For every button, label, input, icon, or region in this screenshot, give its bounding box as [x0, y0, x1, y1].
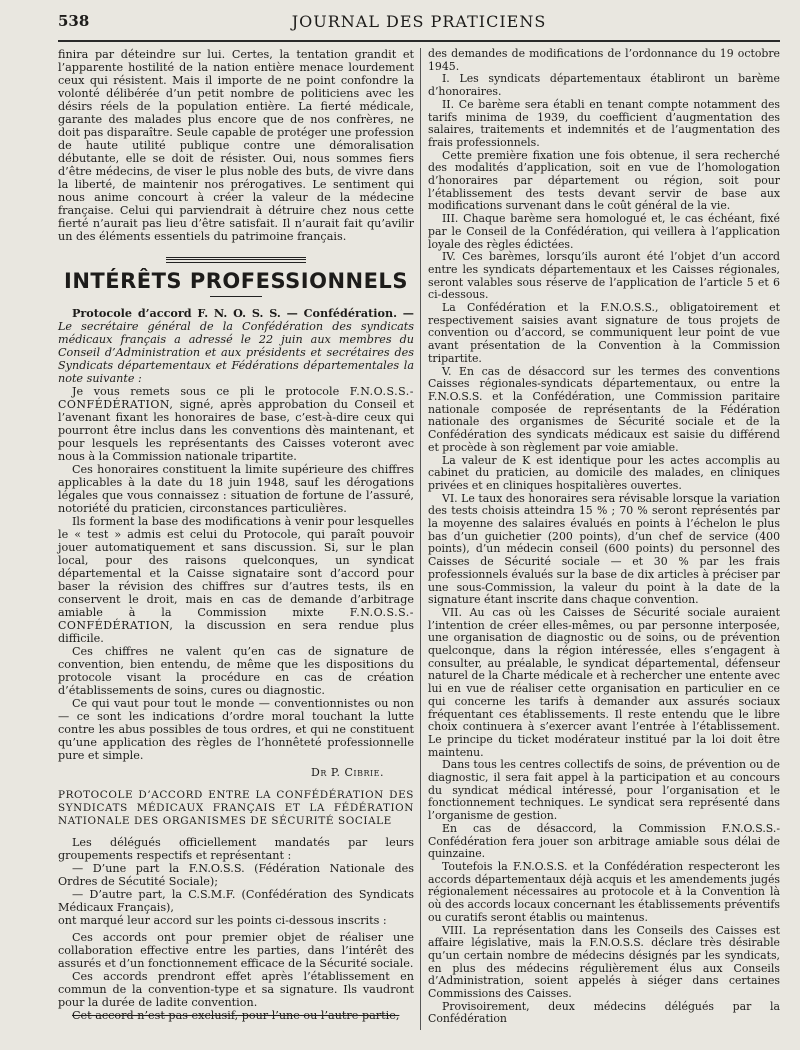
section-ornament: [166, 257, 306, 263]
right-column: [428, 48, 780, 1026]
signature: [58, 766, 414, 779]
header-rule: [58, 40, 780, 42]
journal-title: JOURNAL DES PRATICIENS: [291, 12, 547, 31]
article-7: VII. Au cas où les Caisses de Sécurité sociale auraient l’intention de créer elles-mêmes, ou par personne interposée, une organisation de diagnostic ou de soins, ou de prévention quelconque, dans la région intéressée, elles s’engagent à consulter, au préalable, le syndicat départemental, défenseur naturel de la Charte médicale et à rechercher une entente avec lui en vue de réaliser cette organisation en particulier en ce qui concerne les tarifs à demander aux assurés sociaux fréquentant ces établissements. Il reste entendu que le libre choix continuera à s’exercer avant l’entrée à l’établissement. Le principe du ticket modérateur institué par la loi doit être maintenu.: [428, 605, 780, 759]
signature-text: Dr P. Cibrie.: [311, 766, 384, 779]
article-8: VIII. La représentation dans les Conseils des Caisses est affaire législative, mais la F.N.O.S.S. déclare très désirable qu’un certain nombre de médecins désignés par les syndicats, en plus des médecins régulièrement élus aux Conseils d’Administration, soient appelés à siéger dans certaines Commissions des Caisses.: [428, 923, 780, 1001]
article-4-continued: La Confédération et la F.N.O.S.S., obligatoirement et respectivement saisies avant signature de tous projets de convention ou d’accord, se communiquent leur point de vue avant présentation de la Convention à la Commission tripartite.: [428, 301, 780, 365]
article-6: VI. Le taux des honoraires sera révisable lorsque la variation des tests choisis atteindra 15 % ; 70 % seront représentés par la moyenne des salaires évalués en points à l’échelon le plus bas d’un guichetier (200 points), d’un chef de service (400 points), d’un médecin conseil (600 points) du personnel des Caisses de Sécurité sociale — et 30 % par les frais professionnels évalués sur la base de dix articles à préciser par une sous-Commission, la valeur du point à la date de la signature étant inscrite dans chaque convention.: [428, 491, 780, 607]
protocol-party-2: — D’autre part, la C.S.M.F. (Confédération des Syndicats Médicaux Français),: [58, 888, 414, 914]
letter-paragraph-1: [58, 385, 414, 463]
article-2: II. Ce barème sera établi en tenant compte notamment des tarifs minima de 1939, du coefficient d’augmentation des salaires, traitements et indemnités et de l’augmentation des frais professionnels.: [428, 97, 780, 149]
protocol-not-exclusive-text: Cet accord n’est pas exclusif, pour l’une ou l’autre partie,: [72, 1009, 400, 1022]
left-column: [58, 48, 414, 1022]
article-7-disagreement: En cas de désaccord, la Commission F.N.O.S.S.-Confédération fera jouer son arbitrage amiable sous délai de quinzaine.: [428, 821, 780, 861]
letter-paragraph-3: [58, 515, 414, 645]
protocol-party-1: — D’une part la F.N.O.S.S. (Fédération Nationale des Ordres de Sécutité Sociale);: [58, 862, 414, 888]
column-divider: [420, 48, 421, 1030]
protocol-effect: Ces accords prendront effet après l’établissement en commun de la convention-type et sa signature. Ils vaudront pour la durée de ladite convention.: [58, 970, 414, 1009]
article-4: IV. Ces barèmes, lorsqu’ils auront été l’objet d’un accord entre les syndicats départementaux et les Caisses régionales, seront valables sous réserve de l’application de l’article 5 et 6 ci-dessous.: [428, 250, 780, 302]
article-8-continued: Provisoirement, deux médecins délégués par la Confédération: [428, 999, 780, 1026]
letter-paragraph-5: Ce qui vaut pour tout le monde — conventionnistes ou non — ce sont les indications d’ordre moral touchant la lutte contre les abus possibles de tous ordres, et qui ne constituent qu’une application des règles de l’honnêteté professionnelle pure et simple.: [58, 697, 414, 762]
letter-paragraph-2: Ces honoraires constituent la limite supérieure des chiffres applicables à la date du 18 juin 1948, sauf les dérogations légales que vous connaissez : situation de fortune de l’assuré, notoriété du praticien, circonstances particulières.: [58, 463, 414, 515]
protocol-object: Ces accords ont pour premier objet de réaliser une collaboration effective entre les parties, dans l’intérêt des assurés et d’un fonctionnement efficace de la Sécurité sociale.: [58, 931, 414, 970]
protocol-heading: Protocole d’accord F. N. O. S. S. — Confédération. —: [72, 306, 414, 320]
protocol-title: PROTOCOLE D’ACCORD ENTRE LA CONFÉDÉRATION DES SYNDICATS MÉDICAUX FRANÇAIS ET LA FÉDÉRATION NATIONALE DES ORGANISMES DE SÉCURITÉ SOCIALE: [58, 789, 414, 827]
protocol-agreement: ont marqué leur accord sur les points ci-dessous inscrits :: [58, 914, 387, 927]
protocol-intro-note: Le secrétaire général de la Confédération des syndicats médicaux français a adressé le 22 juin aux membres du Conseil d’Administration et aux présidents et secrétaires des Syndicats départementaux et Fédérations départementales la note suivante :: [58, 320, 414, 385]
letter-p1-smallcaps: F.N.O.S.S.-CONFÉDÉRATION,: [58, 385, 414, 411]
page-number: 538: [58, 12, 90, 30]
protocol-not-exclusive: [58, 1009, 414, 1022]
letter-paragraph-4: Ces chiffres ne valent qu’en cas de signature de convention, bien entendu, de même que les dispositions du protocole visant la procédure en cas de création d’établissements de soins, cures ou diagnostic.: [58, 645, 414, 697]
article-5: V. En cas de désaccord sur les termes des conventions Caisses régionales-syndicats départementaux, ou entre la F.N.O.S.S. et la Confédération, une Commission paritaire nationale composée de représentants de la Fédération nationale des organismes de Sécurité sociale et de la Confédération des syndicats médicaux est saisie du différend et procède à son règlement par voie amiable.: [428, 364, 780, 454]
intro-paragraph: finira par déteindre sur lui. Certes, la tentation grandit et l’apparente hostilité de la nation entière menace lourdement ceux qui résistent. Mais il importe de ne point confondre la volonté délibérée d’un petit nombre de politiciens avec les désirs réels de la population entière. La fierté médicale, garante des malades plus encore que de nos confrères, ne doit pas disparaître. Seule capable de protéger une profession de haute utilité publique contre une démoralisation débutante, elle se doit de résister. Oui, nous sommes fiers d’être médecins, de viser le plus noble des buts, de vivre dans la liberté, de maintenir nos prérogatives. Le sentiment qui nous anime concourt à créer la valeur de la médecine française. Celui qui parviendrait à détruire chez nous cette fierté n’aurait pas lieu d’être satisfait. Il n’aurait fait qu’avilir un des éléments essentiels du patrimoine français.: [58, 48, 414, 243]
section-title: INTÉRÊTS PROFESSIONNELS: [64, 269, 408, 293]
title-underline: [210, 296, 262, 297]
letter-p3-smallcaps: F.N.O.S.S.-CONFÉDÉRATION,: [58, 606, 414, 632]
article-7-continued: Dans tous les centres collectifs de soins, de prévention ou de diagnostic, il sera fait appel à la participation et au concours du syndicat médical intéressé, pour l’organisation et le fonctionnement techniques. Le syndicat sera représenté dans l’organisme de gestion.: [428, 758, 780, 823]
article-5-continued: La valeur de K est identique pour les actes accomplis au cabinet du praticien, au domicile des malades, en cliniques privées et en cliniques hospitalières ouvertes.: [428, 453, 780, 492]
article-continued: des demandes de modifications de l’ordonnance du 19 octobre 1945.: [428, 47, 780, 73]
letter-p1-b: signé, après approbation du Conseil et l’avenant fixant les honoraires de base, c’est-à-dire ceux qui pourront être inclus dans les conventions dès maintenant, et pour lesquels les représentants des Caisses voteront avec nous à la Commission nationale tripartite.: [58, 398, 415, 463]
protocol-heading-paragraph: [58, 307, 414, 385]
article-2-continued: Cette première fixation une fois obtenue, il sera recherché des modalités d’application, soit en vue de l’homologation d’honoraires par département ou région, soit pour l’établissement des tests devant servir de base aux modifications survenant dans le coût général de la vie.: [428, 148, 780, 213]
protocol-delegates: Les délégués officiellement mandatés par leurs groupements respectifs et représentant :: [58, 836, 414, 862]
letter-p3-a: Ils forment la base des modifications à venir pour lesquelles le « test » admis est celui du Protocole, qui paraît pouvoir jouer automatiquement et sans discussion. Si, sur le plan local, pour des raisons quelconques, un syndicat départemental et la Caisse signataire sont d’accord pour baser la révision des chiffres sur d’autres tests, ils en conservent le droit, mais en cas de demande d’arbitrage amiable à la Commission mixte: [58, 515, 414, 619]
article-1: I. Les syndicats départementaux établiront un barème d’honoraires.: [428, 72, 780, 99]
page-header: [58, 12, 780, 38]
letter-p3-b: la discussion en sera rendue plus difficile.: [58, 619, 414, 645]
letter-p1-a: Je vous remets sous ce pli le protocole: [72, 385, 340, 398]
article-7-exceptions: Toutefois la F.N.O.S.S. et la Confédération respecteront les accords départementaux déjà acquis et les amendements jugés régionalement nécessaires au protocole et à la Convention là où des accords locaux concernant les établissements préventifs ou curatifs seront établis ou maintenus.: [428, 860, 780, 924]
article-3: III. Chaque barème sera homologué et, le cas échéant, fixé par le Conseil de la Confédération, qui veillera à l’application loyale des règles édictées.: [428, 212, 780, 251]
